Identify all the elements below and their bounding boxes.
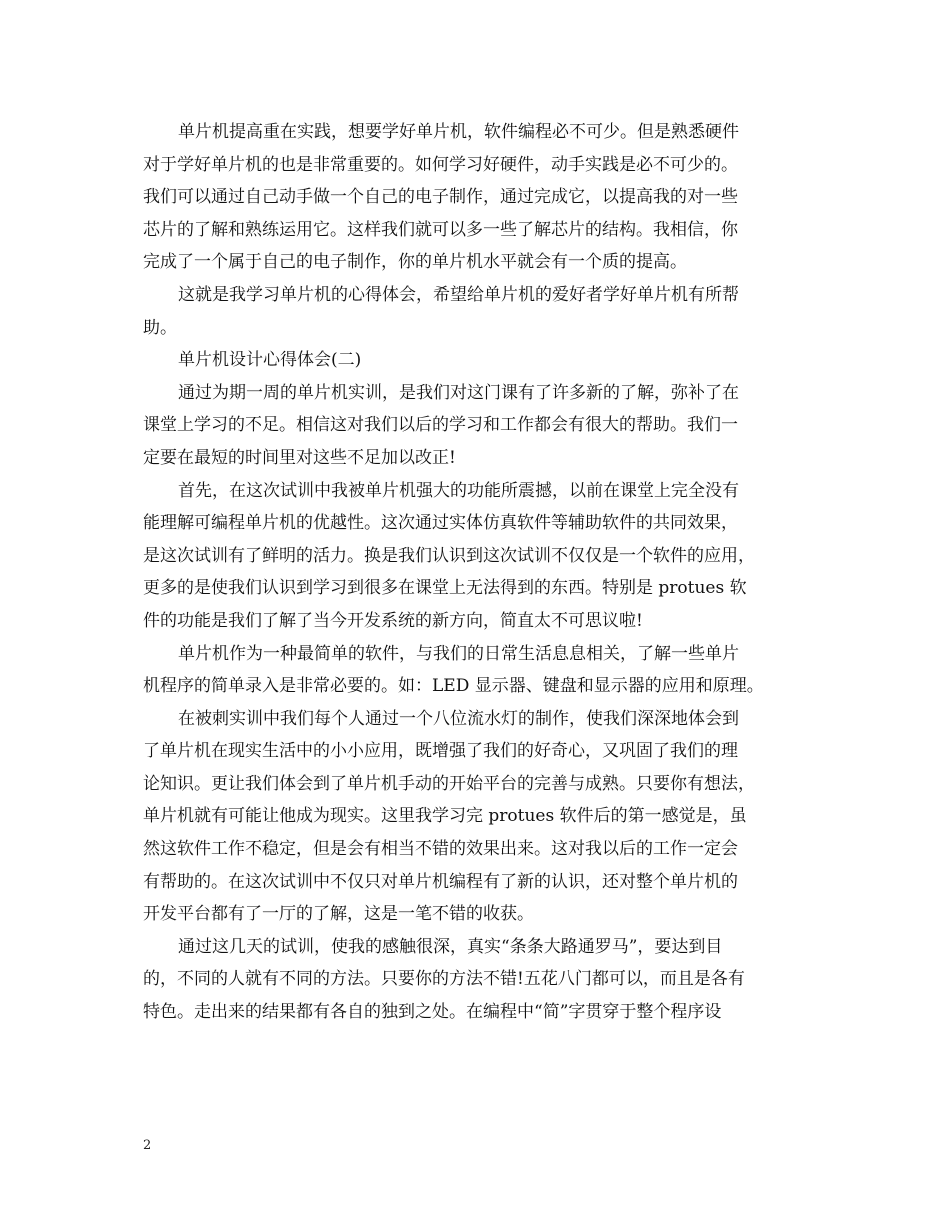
text-line: 机程序的简单录入是非常必要的。如：LED 显示器、键盘和显示器的应用和原理。 xyxy=(143,676,764,697)
text-line: 芯片的了解和熟练运用它。这样我们就可以多一些了解芯片的结构。我相信，你 xyxy=(143,219,738,240)
text-line: 论知识。更让我们体会到了单片机手动的开始平台的完善与成熟。只要你有想法， xyxy=(143,773,755,794)
text-line: 完成了一个属于自己的电子制作，你的单片机水平就会有一个质的提高。 xyxy=(143,252,687,273)
text-line: 然这软件工作不稳定，但是会有相当不错的效果出来。这对我以后的工作一定会 xyxy=(143,839,738,860)
text-line: 件的功能是我们了解了当今开发系统的新方向，简直太不可思议啦! xyxy=(143,610,643,631)
text-line: 单片机作为一种最简单的软件，与我们的日常生活息息相关，了解一些单片 xyxy=(178,643,739,664)
page-number: 2 xyxy=(143,1138,152,1153)
text-line: 单片机就有可能让他成为现实。这里我学习完 protues 软件后的第一感觉是，虽 xyxy=(143,806,747,827)
text-line: 特色。走出来的结果都有各自的独到之处。在编程中“简”字贯穿于整个程序设 xyxy=(143,1002,722,1023)
text-line: 首先，在这次试训中我被单片机强大的功能所震撼，以前在课堂上完全没有 xyxy=(178,480,739,501)
text-line: 了单片机在现实生活中的小小应用，既增强了我们的好奇心，又巩固了我们的理 xyxy=(143,741,738,762)
text-line: 是这次试训有了鲜明的活力。换是我们认识到这次试训不仅仅是一个软件的应用， xyxy=(143,545,755,566)
text-line: 我们可以通过自己动手做一个自己的电子制作，通过完成它，以提高我的对一些 xyxy=(143,187,738,208)
text-line: 对于学好单片机的也是非常重要的。如何学习好硬件，动手实践是必不可少的。 xyxy=(143,154,738,175)
text-line: 的，不同的人就有不同的方法。只要你的方法不错!五花八门都可以，而且是各有 xyxy=(143,969,745,990)
document-body xyxy=(143,116,823,1029)
text-line: 能理解可编程单片机的优越性。这次通过实体仿真软件等辅助软件的共同效果， xyxy=(143,513,738,534)
text-line: 在被刺实训中我们每个人通过一个八位流水灯的制作，使我们深深地体会到 xyxy=(178,708,739,729)
text-line: 单片机设计心得体会(二) xyxy=(178,350,362,371)
text-line: 单片机提高重在实践，想要学好单片机，软件编程必不可少。但是熟悉硬件 xyxy=(178,122,739,142)
text-line: 开发平台都有了一厅的了解，这是一笔不错的收获。 xyxy=(143,904,534,925)
text-line: 更多的是使我们认识到学习到很多在课堂上无法得到的东西。特别是 protues 软 xyxy=(143,578,747,599)
text-line: 通过这几天的试训，使我的感触很深，真实“条条大路通罗马”，要达到目 xyxy=(178,936,723,957)
text-line: 有帮助的。在这次试训中不仅只对单片机编程有了新的认识，还对整个单片机的 xyxy=(143,871,738,892)
text-line: 这就是我学习单片机的心得体会，希望给单片机的爱好者学好单片机有所帮 xyxy=(178,284,739,305)
text-line: 定要在最短的时间里对这些不足加以改正! xyxy=(143,447,456,468)
text-line: 通过为期一周的单片机实训，是我们对这门课有了许多新的了解，弥补了在 xyxy=(178,382,739,403)
text-line: 助。 xyxy=(143,317,177,338)
text-line: 课堂上学习的不足。相信这对我们以后的学习和工作都会有很大的帮助。我们一 xyxy=(143,415,738,436)
